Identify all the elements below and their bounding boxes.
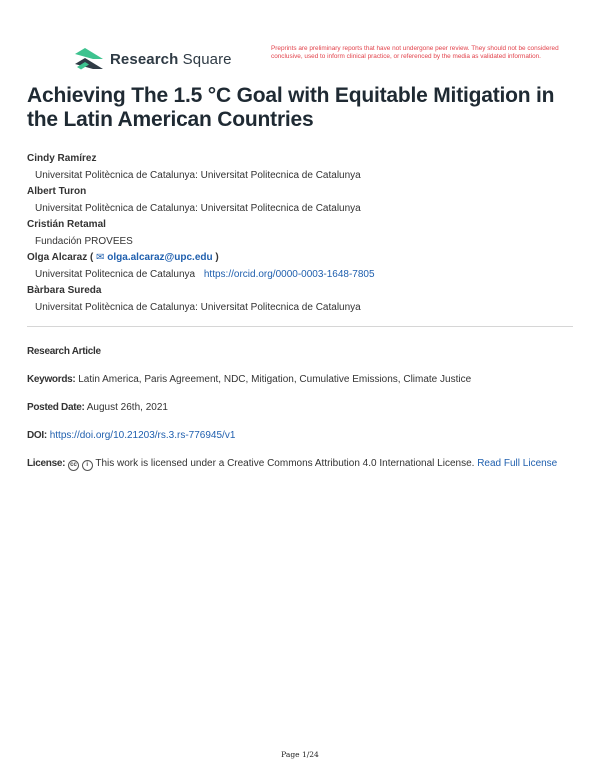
- envelope-icon: ✉: [96, 252, 105, 263]
- article-type: [27, 345, 577, 359]
- section-divider: [27, 326, 573, 327]
- paper-title: Achieving The 1.5 °C Goal with Equitable Mitigation in the Latin American Countries: [27, 84, 555, 131]
- by-icon: i: [82, 460, 93, 471]
- author-affiliation-with-orcid: [27, 266, 577, 283]
- license-text: This work is licensed under a Creative Commons Attribution 4.0 International License.: [95, 458, 475, 469]
- author-affiliation: Universitat Politècnica de Catalunya: Universitat Politecnica de Catalunya: [35, 203, 361, 214]
- posted-date-label: Posted Date:: [27, 402, 85, 413]
- email-address: olga.alcaraz@upc.edu: [107, 252, 213, 263]
- author-entry: [27, 184, 577, 217]
- author-name: Cristián Retamal: [27, 219, 106, 230]
- author-list: [27, 151, 577, 316]
- author-affiliation: Universitat Politecnica de Catalunya: [35, 269, 196, 280]
- author-name: Olga Alcaraz: [27, 252, 88, 263]
- keywords-label: Keywords:: [27, 374, 76, 385]
- author-affiliation: Fundación PROVEES: [35, 236, 133, 247]
- author-name: Bàrbara Sureda: [27, 285, 102, 296]
- doi-line: [27, 429, 577, 443]
- author-affiliation: Universitat Politècnica de Catalunya: Universitat Politecnica de Catalunya: [35, 302, 361, 313]
- article-type-label: Research Article: [27, 346, 101, 357]
- keywords-line: [27, 373, 577, 387]
- author-entry: [27, 250, 577, 283]
- license-label: License:: [27, 458, 66, 469]
- logo-word-research: Research: [110, 50, 179, 68]
- preprint-disclaimer: Preprints are preliminary reports that have not undergone peer review. They should not be considered conclusive, used to inform clinical practice, or referenced by the media as validated information.: [271, 45, 559, 60]
- author-name: Albert Turon: [27, 186, 87, 197]
- logo-wordmark: [110, 51, 232, 68]
- author-entry: [27, 217, 577, 250]
- email-link[interactable]: [96, 252, 213, 263]
- read-full-license-link[interactable]: Read Full License: [477, 458, 558, 469]
- research-square-logo-icon: [75, 48, 103, 70]
- doi-link[interactable]: https://doi.org/10.21203/rs.3.rs-776945/v1: [49, 430, 236, 441]
- keywords-value: Latin America, Paris Agreement, NDC, Mitigation, Cumulative Emissions, Climate Justice: [78, 374, 472, 385]
- author-name-with-email: Olga Alcaraz ( ✉ olga.alcaraz@upc.edu ): [27, 252, 219, 263]
- author-entry: [27, 151, 577, 184]
- cc-icon: cc: [68, 460, 79, 471]
- license-line: [27, 457, 577, 471]
- author-name: Cindy Ramírez: [27, 153, 97, 164]
- logo-word-square: Square: [182, 50, 232, 68]
- orcid-link[interactable]: https://orcid.org/0000-0003-1648-7805: [203, 269, 375, 280]
- posted-date-value: August 26th, 2021: [86, 402, 168, 413]
- posted-date-line: [27, 401, 577, 415]
- research-square-logo[interactable]: [75, 48, 232, 70]
- page-number: Page 1/24: [281, 750, 319, 759]
- author-entry: [27, 283, 577, 316]
- author-affiliation: Universitat Politècnica de Catalunya: Universitat Politecnica de Catalunya: [35, 170, 361, 181]
- doi-label: DOI:: [27, 430, 47, 441]
